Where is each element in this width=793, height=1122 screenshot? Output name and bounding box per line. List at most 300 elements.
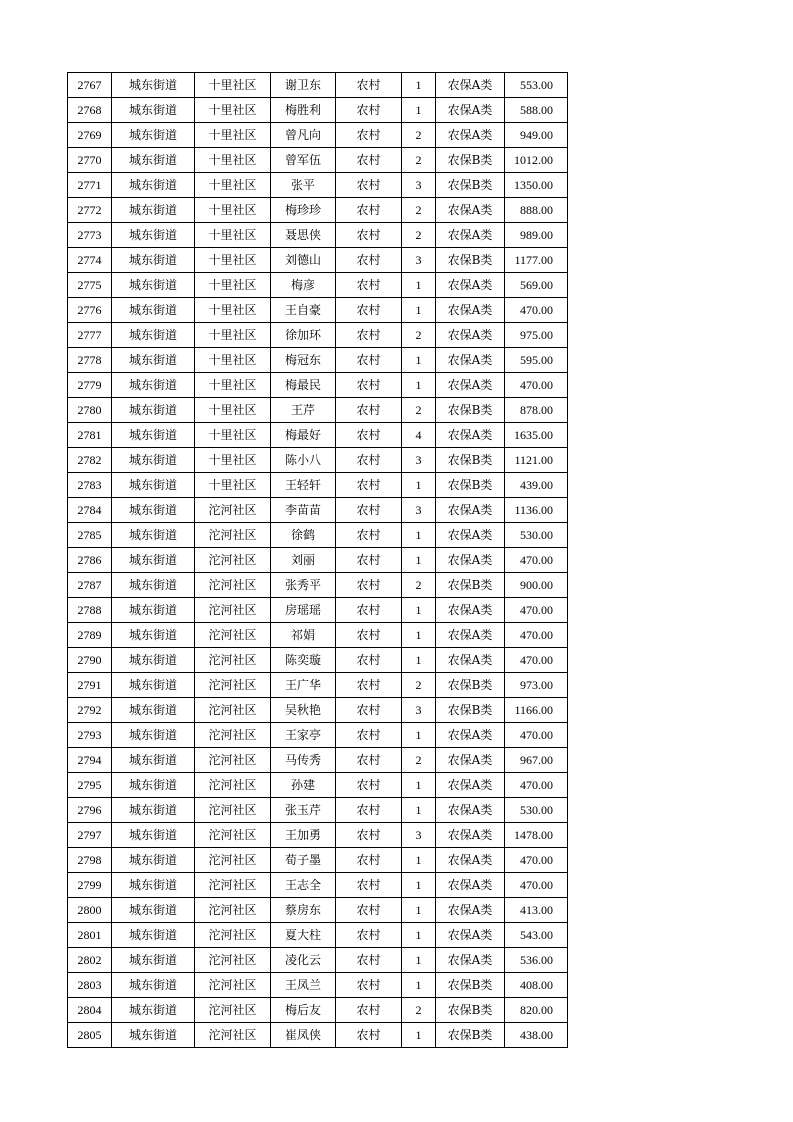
street-cell: 城东街道: [112, 748, 195, 773]
amount-cell: 553.00: [505, 73, 568, 98]
community-cell: 沱河社区: [195, 698, 271, 723]
household-size-cell: 1: [402, 973, 436, 998]
area-type-cell: 农村: [336, 773, 402, 798]
household-size-cell: 1: [402, 923, 436, 948]
community-cell: 沱河社区: [195, 1023, 271, 1048]
row-number-cell: 2783: [68, 473, 112, 498]
street-cell: 城东街道: [112, 823, 195, 848]
community-cell: 十里社区: [195, 148, 271, 173]
household-size-cell: 1: [402, 598, 436, 623]
area-type-cell: 农村: [336, 373, 402, 398]
category-cell: 农保B类: [436, 148, 505, 173]
street-cell: 城东街道: [112, 298, 195, 323]
street-cell: 城东街道: [112, 1023, 195, 1048]
table-row: [68, 473, 568, 498]
community-cell: 沱河社区: [195, 748, 271, 773]
area-type-cell: 农村: [336, 248, 402, 273]
household-size-cell: 2: [402, 223, 436, 248]
household-size-cell: 1: [402, 873, 436, 898]
amount-cell: 595.00: [505, 348, 568, 373]
area-type-cell: 农村: [336, 998, 402, 1023]
category-cell: 农保A类: [436, 598, 505, 623]
amount-cell: 470.00: [505, 548, 568, 573]
area-type-cell: 农村: [336, 673, 402, 698]
name-cell: 刘丽: [271, 548, 336, 573]
household-size-cell: 1: [402, 298, 436, 323]
category-cell: 农保A类: [436, 98, 505, 123]
category-cell: 农保A类: [436, 798, 505, 823]
name-cell: 夏大柱: [271, 923, 336, 948]
name-cell: 王轻轩: [271, 473, 336, 498]
amount-cell: 1012.00: [505, 148, 568, 173]
household-size-cell: 1: [402, 948, 436, 973]
household-size-cell: 1: [402, 1023, 436, 1048]
street-cell: 城东街道: [112, 673, 195, 698]
table-row: [68, 623, 568, 648]
community-cell: 十里社区: [195, 423, 271, 448]
name-cell: 梅胜利: [271, 98, 336, 123]
amount-cell: 989.00: [505, 223, 568, 248]
name-cell: 孙建: [271, 773, 336, 798]
street-cell: 城东街道: [112, 773, 195, 798]
category-cell: 农保B类: [436, 248, 505, 273]
household-size-cell: 1: [402, 548, 436, 573]
street-cell: 城东街道: [112, 873, 195, 898]
row-number-cell: 2800: [68, 898, 112, 923]
name-cell: 李苗苗: [271, 498, 336, 523]
row-number-cell: 2798: [68, 848, 112, 873]
community-cell: 十里社区: [195, 473, 271, 498]
name-cell: 王加勇: [271, 823, 336, 848]
category-cell: 农保B类: [436, 573, 505, 598]
category-cell: 农保A类: [436, 923, 505, 948]
table-row: [68, 548, 568, 573]
amount-cell: 470.00: [505, 848, 568, 873]
area-type-cell: 农村: [336, 698, 402, 723]
amount-cell: 470.00: [505, 623, 568, 648]
street-cell: 城东街道: [112, 923, 195, 948]
amount-cell: 588.00: [505, 98, 568, 123]
category-cell: 农保A类: [436, 73, 505, 98]
amount-cell: 1635.00: [505, 423, 568, 448]
household-size-cell: 1: [402, 473, 436, 498]
table-row: [68, 698, 568, 723]
community-cell: 十里社区: [195, 123, 271, 148]
table-row: [68, 873, 568, 898]
table-row: [68, 598, 568, 623]
category-cell: 农保A类: [436, 898, 505, 923]
street-cell: 城东街道: [112, 173, 195, 198]
row-number-cell: 2778: [68, 348, 112, 373]
category-cell: 农保A类: [436, 773, 505, 798]
household-size-cell: 1: [402, 773, 436, 798]
category-cell: 农保A类: [436, 298, 505, 323]
street-cell: 城东街道: [112, 223, 195, 248]
table-row: [68, 323, 568, 348]
table-row: [68, 373, 568, 398]
area-type-cell: 农村: [336, 298, 402, 323]
household-size-cell: 3: [402, 173, 436, 198]
table-row: [68, 348, 568, 373]
name-cell: 马传秀: [271, 748, 336, 773]
amount-cell: 569.00: [505, 273, 568, 298]
name-cell: 祁娟: [271, 623, 336, 648]
community-cell: 沱河社区: [195, 623, 271, 648]
community-cell: 十里社区: [195, 198, 271, 223]
amount-cell: 438.00: [505, 1023, 568, 1048]
table-row: [68, 923, 568, 948]
row-number-cell: 2771: [68, 173, 112, 198]
amount-cell: 878.00: [505, 398, 568, 423]
street-cell: 城东街道: [112, 373, 195, 398]
table-row: [68, 148, 568, 173]
row-number-cell: 2774: [68, 248, 112, 273]
name-cell: 蔡房东: [271, 898, 336, 923]
table-row: [68, 748, 568, 773]
community-cell: 沱河社区: [195, 848, 271, 873]
row-number-cell: 2805: [68, 1023, 112, 1048]
row-number-cell: 2777: [68, 323, 112, 348]
street-cell: 城东街道: [112, 423, 195, 448]
street-cell: 城东街道: [112, 498, 195, 523]
community-cell: 沱河社区: [195, 873, 271, 898]
street-cell: 城东街道: [112, 548, 195, 573]
name-cell: 徐鹤: [271, 523, 336, 548]
table-row: [68, 898, 568, 923]
community-cell: 沱河社区: [195, 648, 271, 673]
row-number-cell: 2796: [68, 798, 112, 823]
household-size-cell: 2: [402, 673, 436, 698]
household-size-cell: 3: [402, 823, 436, 848]
name-cell: 王自豪: [271, 298, 336, 323]
area-type-cell: 农村: [336, 148, 402, 173]
street-cell: 城东街道: [112, 198, 195, 223]
street-cell: 城东街道: [112, 723, 195, 748]
street-cell: 城东街道: [112, 573, 195, 598]
area-type-cell: 农村: [336, 223, 402, 248]
street-cell: 城东街道: [112, 273, 195, 298]
community-cell: 沱河社区: [195, 523, 271, 548]
amount-cell: 543.00: [505, 923, 568, 948]
area-type-cell: 农村: [336, 648, 402, 673]
category-cell: 农保A类: [436, 823, 505, 848]
household-size-cell: 1: [402, 648, 436, 673]
name-cell: 梅最民: [271, 373, 336, 398]
table-row: [68, 723, 568, 748]
category-cell: 农保B类: [436, 448, 505, 473]
household-size-cell: 3: [402, 248, 436, 273]
table-row: [68, 973, 568, 998]
name-cell: 曾军伍: [271, 148, 336, 173]
table-row: [68, 648, 568, 673]
street-cell: 城东街道: [112, 523, 195, 548]
community-cell: 沱河社区: [195, 598, 271, 623]
area-type-cell: 农村: [336, 123, 402, 148]
community-cell: 沱河社区: [195, 673, 271, 698]
amount-cell: 530.00: [505, 798, 568, 823]
table-row: [68, 298, 568, 323]
row-number-cell: 2784: [68, 498, 112, 523]
name-cell: 梅珍珍: [271, 198, 336, 223]
row-number-cell: 2781: [68, 423, 112, 448]
area-type-cell: 农村: [336, 748, 402, 773]
row-number-cell: 2772: [68, 198, 112, 223]
name-cell: 凌化云: [271, 948, 336, 973]
household-size-cell: 1: [402, 723, 436, 748]
area-type-cell: 农村: [336, 198, 402, 223]
area-type-cell: 农村: [336, 173, 402, 198]
amount-cell: 1121.00: [505, 448, 568, 473]
community-cell: 十里社区: [195, 398, 271, 423]
row-number-cell: 2776: [68, 298, 112, 323]
table-row: [68, 848, 568, 873]
table-body: [68, 73, 568, 1048]
household-size-cell: 2: [402, 573, 436, 598]
street-cell: 城东街道: [112, 848, 195, 873]
community-cell: 十里社区: [195, 273, 271, 298]
street-cell: 城东街道: [112, 323, 195, 348]
name-cell: 张玉芹: [271, 798, 336, 823]
name-cell: 刘德山: [271, 248, 336, 273]
amount-cell: 820.00: [505, 998, 568, 1023]
row-number-cell: 2775: [68, 273, 112, 298]
amount-cell: 967.00: [505, 748, 568, 773]
table-row: [68, 123, 568, 148]
row-number-cell: 2787: [68, 573, 112, 598]
area-type-cell: 农村: [336, 523, 402, 548]
amount-cell: 1177.00: [505, 248, 568, 273]
amount-cell: 949.00: [505, 123, 568, 148]
row-number-cell: 2780: [68, 398, 112, 423]
table-row: [68, 273, 568, 298]
table-row: [68, 1023, 568, 1048]
table-row: [68, 73, 568, 98]
amount-cell: 975.00: [505, 323, 568, 348]
category-cell: 农保A类: [436, 323, 505, 348]
table-row: [68, 948, 568, 973]
category-cell: 农保A类: [436, 273, 505, 298]
name-cell: 梅最好: [271, 423, 336, 448]
table-row: [68, 448, 568, 473]
household-size-cell: 3: [402, 448, 436, 473]
area-type-cell: 农村: [336, 73, 402, 98]
row-number-cell: 2795: [68, 773, 112, 798]
amount-cell: 1350.00: [505, 173, 568, 198]
category-cell: 农保A类: [436, 648, 505, 673]
community-cell: 沱河社区: [195, 923, 271, 948]
household-size-cell: 3: [402, 498, 436, 523]
name-cell: 荀子墨: [271, 848, 336, 873]
table-row: [68, 498, 568, 523]
street-cell: 城东街道: [112, 798, 195, 823]
street-cell: 城东街道: [112, 998, 195, 1023]
table-row: [68, 998, 568, 1023]
table-row: [68, 673, 568, 698]
amount-cell: 900.00: [505, 573, 568, 598]
street-cell: 城东街道: [112, 898, 195, 923]
street-cell: 城东街道: [112, 98, 195, 123]
community-cell: 十里社区: [195, 348, 271, 373]
community-cell: 沱河社区: [195, 898, 271, 923]
area-type-cell: 农村: [336, 973, 402, 998]
area-type-cell: 农村: [336, 798, 402, 823]
name-cell: 王志全: [271, 873, 336, 898]
amount-cell: 413.00: [505, 898, 568, 923]
household-size-cell: 1: [402, 73, 436, 98]
community-cell: 十里社区: [195, 248, 271, 273]
amount-cell: 1478.00: [505, 823, 568, 848]
table-row: [68, 573, 568, 598]
amount-cell: 530.00: [505, 523, 568, 548]
community-cell: 十里社区: [195, 98, 271, 123]
household-size-cell: 1: [402, 898, 436, 923]
table-row: [68, 823, 568, 848]
amount-cell: 470.00: [505, 723, 568, 748]
area-type-cell: 农村: [336, 823, 402, 848]
table-row: [68, 248, 568, 273]
area-type-cell: 农村: [336, 498, 402, 523]
category-cell: 农保A类: [436, 373, 505, 398]
area-type-cell: 农村: [336, 1023, 402, 1048]
community-cell: 沱河社区: [195, 573, 271, 598]
area-type-cell: 农村: [336, 573, 402, 598]
amount-cell: 470.00: [505, 373, 568, 398]
name-cell: 王家亭: [271, 723, 336, 748]
category-cell: 农保A类: [436, 498, 505, 523]
row-number-cell: 2789: [68, 623, 112, 648]
row-number-cell: 2794: [68, 748, 112, 773]
amount-cell: 536.00: [505, 948, 568, 973]
street-cell: 城东街道: [112, 698, 195, 723]
area-type-cell: 农村: [336, 923, 402, 948]
name-cell: 徐加环: [271, 323, 336, 348]
area-type-cell: 农村: [336, 473, 402, 498]
table-row: [68, 223, 568, 248]
category-cell: 农保A类: [436, 748, 505, 773]
community-cell: 十里社区: [195, 298, 271, 323]
row-number-cell: 2788: [68, 598, 112, 623]
name-cell: 陈小八: [271, 448, 336, 473]
community-cell: 沱河社区: [195, 548, 271, 573]
category-cell: 农保B类: [436, 698, 505, 723]
street-cell: 城东街道: [112, 448, 195, 473]
table-row: [68, 173, 568, 198]
row-number-cell: 2801: [68, 923, 112, 948]
household-size-cell: 2: [402, 998, 436, 1023]
row-number-cell: 2769: [68, 123, 112, 148]
name-cell: 张平: [271, 173, 336, 198]
category-cell: 农保A类: [436, 423, 505, 448]
area-type-cell: 农村: [336, 423, 402, 448]
amount-cell: 1136.00: [505, 498, 568, 523]
street-cell: 城东街道: [112, 398, 195, 423]
area-type-cell: 农村: [336, 348, 402, 373]
household-size-cell: 2: [402, 748, 436, 773]
row-number-cell: 2782: [68, 448, 112, 473]
amount-cell: 470.00: [505, 298, 568, 323]
category-cell: 农保A类: [436, 948, 505, 973]
area-type-cell: 农村: [336, 98, 402, 123]
table-row: [68, 773, 568, 798]
community-cell: 沱河社区: [195, 773, 271, 798]
category-cell: 农保A类: [436, 523, 505, 548]
name-cell: 陈奕璇: [271, 648, 336, 673]
category-cell: 农保A类: [436, 348, 505, 373]
street-cell: 城东街道: [112, 973, 195, 998]
row-number-cell: 2791: [68, 673, 112, 698]
community-cell: 十里社区: [195, 448, 271, 473]
household-size-cell: 1: [402, 848, 436, 873]
row-number-cell: 2799: [68, 873, 112, 898]
household-size-cell: 1: [402, 523, 436, 548]
community-cell: 沱河社区: [195, 823, 271, 848]
category-cell: 农保A类: [436, 723, 505, 748]
area-type-cell: 农村: [336, 398, 402, 423]
amount-cell: 470.00: [505, 648, 568, 673]
street-cell: 城东街道: [112, 473, 195, 498]
area-type-cell: 农村: [336, 873, 402, 898]
category-cell: 农保A类: [436, 223, 505, 248]
amount-cell: 439.00: [505, 473, 568, 498]
row-number-cell: 2797: [68, 823, 112, 848]
category-cell: 农保A类: [436, 198, 505, 223]
category-cell: 农保B类: [436, 473, 505, 498]
amount-cell: 470.00: [505, 773, 568, 798]
name-cell: 崔凤侠: [271, 1023, 336, 1048]
category-cell: 农保B类: [436, 673, 505, 698]
household-size-cell: 3: [402, 698, 436, 723]
name-cell: 谢卫东: [271, 73, 336, 98]
area-type-cell: 农村: [336, 848, 402, 873]
area-type-cell: 农村: [336, 548, 402, 573]
household-size-cell: 2: [402, 323, 436, 348]
row-number-cell: 2804: [68, 998, 112, 1023]
household-size-cell: 1: [402, 798, 436, 823]
household-size-cell: 1: [402, 373, 436, 398]
category-cell: 农保A类: [436, 623, 505, 648]
community-cell: 十里社区: [195, 323, 271, 348]
name-cell: 王凤兰: [271, 973, 336, 998]
name-cell: 王芹: [271, 398, 336, 423]
household-size-cell: 1: [402, 98, 436, 123]
category-cell: 农保B类: [436, 973, 505, 998]
household-size-cell: 2: [402, 148, 436, 173]
category-cell: 农保B类: [436, 998, 505, 1023]
name-cell: 梅冠东: [271, 348, 336, 373]
row-number-cell: 2779: [68, 373, 112, 398]
street-cell: 城东街道: [112, 623, 195, 648]
community-cell: 沱河社区: [195, 948, 271, 973]
area-type-cell: 农村: [336, 723, 402, 748]
row-number-cell: 2802: [68, 948, 112, 973]
table-row: [68, 798, 568, 823]
name-cell: 房瑶瑶: [271, 598, 336, 623]
household-size-cell: 2: [402, 123, 436, 148]
area-type-cell: 农村: [336, 623, 402, 648]
street-cell: 城东街道: [112, 148, 195, 173]
area-type-cell: 农村: [336, 323, 402, 348]
community-cell: 十里社区: [195, 73, 271, 98]
amount-cell: 973.00: [505, 673, 568, 698]
data-table-container: [67, 72, 568, 1048]
area-type-cell: 农村: [336, 598, 402, 623]
street-cell: 城东街道: [112, 123, 195, 148]
category-cell: 农保B类: [436, 398, 505, 423]
area-type-cell: 农村: [336, 898, 402, 923]
household-size-cell: 1: [402, 623, 436, 648]
row-number-cell: 2786: [68, 548, 112, 573]
category-cell: 农保A类: [436, 548, 505, 573]
